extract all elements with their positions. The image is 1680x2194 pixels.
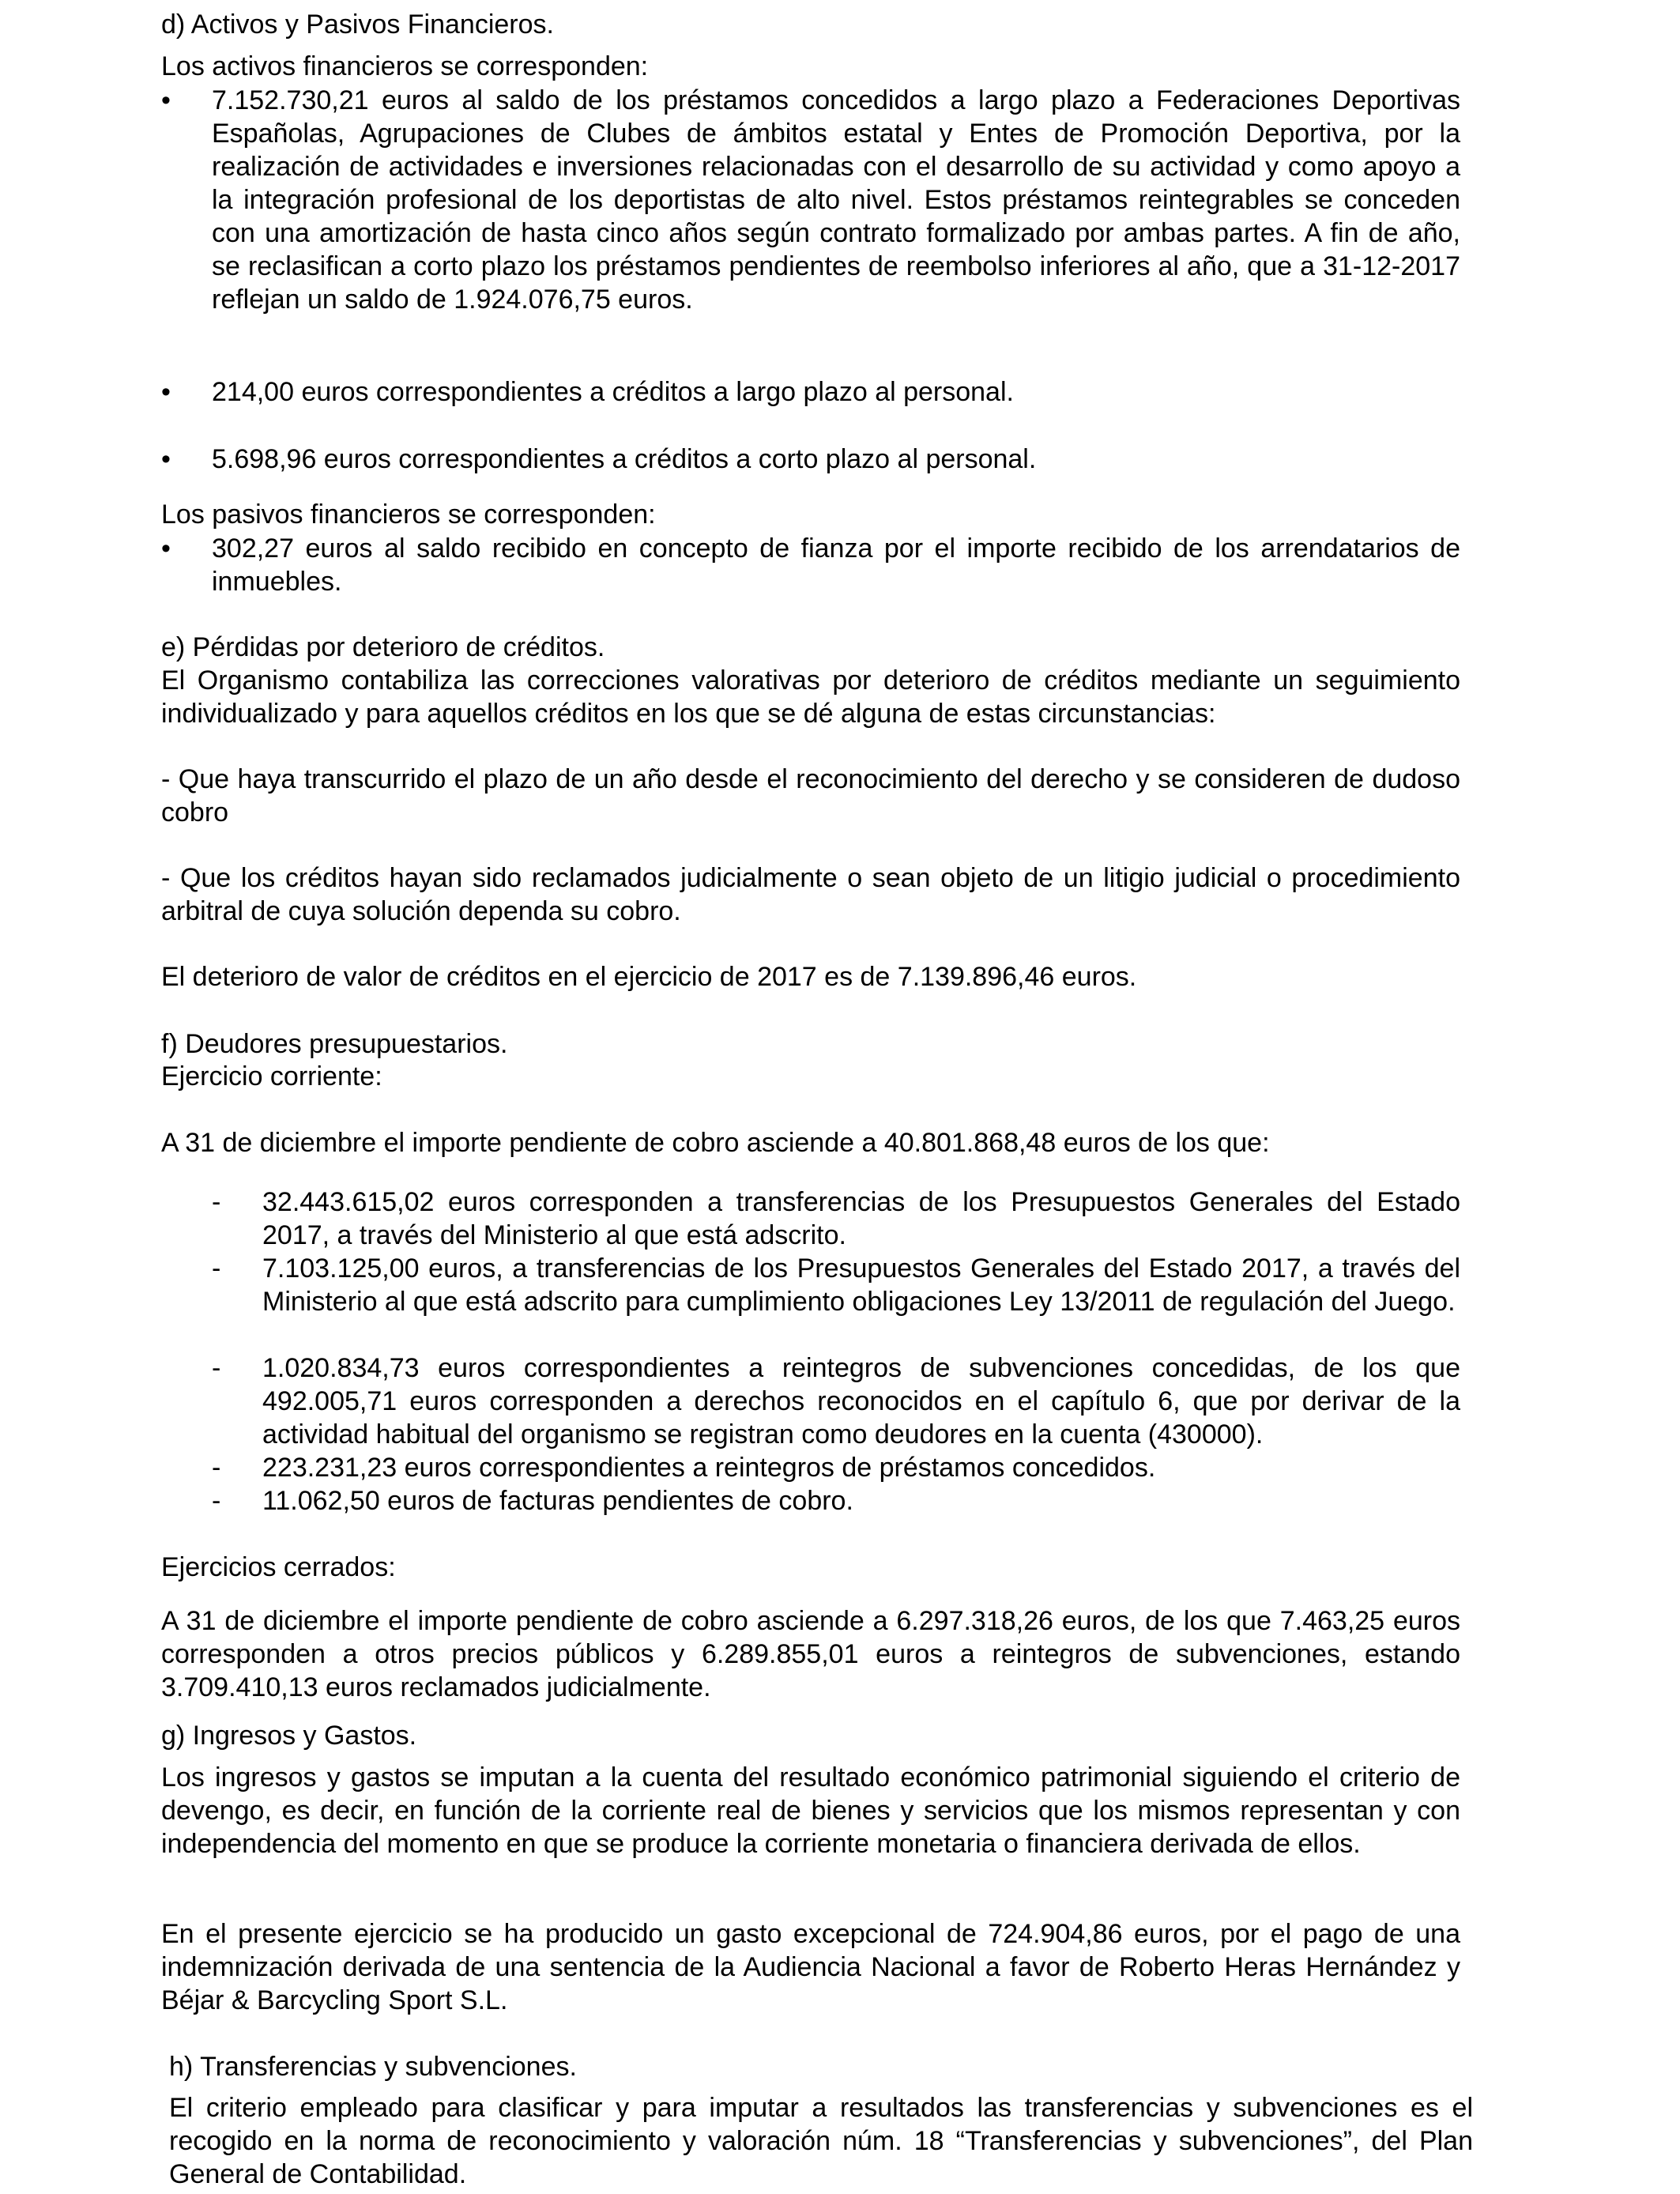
section-f-subheading: Ejercicio corriente:	[161, 1061, 382, 1091]
section-e-heading: e) Pérdidas por deterioro de créditos.	[161, 632, 605, 662]
section-g-para: En el presente ejercicio se ha producido un gasto excepcional de 724.904,86 euros, por el pago de una indemnización derivada de una sentencia de la Audiencia Nacional a favor de Roberto Heras Hernández y Béjar & Barcycling Sport S.L.	[161, 1919, 1460, 2015]
section-h-para: El criterio empleado para clasificar y para imputar a resultados las transferencias y subvenciones es el recogido en la norma de reconocimiento y valoración núm. 18 “Transferencias y subvenciones”, del Plan General de Contabilidad.	[169, 2093, 1473, 2189]
list-item	[212, 1484, 1460, 1517]
section-d-heading: d) Activos y Pasivos Financieros.	[161, 9, 554, 40]
list-item-text: 7.103.125,00 euros, a transferencias de los Presupuestos Generales del Estado 2017, a través del Ministerio al que está adscrito para cumplimiento obligaciones Ley 13/2011 de regulación del Juego.	[262, 1253, 1460, 1317]
dash-marker: -	[212, 1187, 221, 1217]
list-item	[212, 1351, 1460, 1451]
list-item-text: 7.152.730,21 euros al saldo de los préstamos concedidos a largo plazo a Federaciones Deportivas Españolas, Agrupaciones de Clubes de ámbitos estatal y Entes de Promoción Deportiva, por la realización de actividades e inversiones relacionadas con el desarrollo de su actividad y como apoyo a la integración profesional de los deportistas de alto nivel. Estos préstamos reintegrables se conceden con una amortización de hasta cinco años según contrato formalizado por ambas partes. A fin de año, se reclasifican a corto plazo los préstamos pendientes de reembolso inferiores al año, que a 31-12-2017 reflejan un saldo de 1.924.076,75 euros.	[212, 85, 1460, 315]
bullet-icon: •	[161, 444, 171, 474]
bullet-icon: •	[161, 85, 171, 115]
list-item	[212, 1186, 1460, 1252]
dash-marker: -	[212, 1253, 221, 1284]
list-item-text: 11.062,50 euros de facturas pendientes de cobro.	[262, 1486, 853, 1516]
list-item	[161, 84, 1460, 316]
bullet-icon: •	[161, 533, 171, 564]
section-f-para: A 31 de diciembre el importe pendiente de cobro asciende a 40.801.868,48 euros de los que:	[161, 1128, 1270, 1158]
pasivos-intro: Los pasivos financieros se corresponden:	[161, 499, 656, 530]
section-e-para: El deterioro de valor de créditos en el ejercicio de 2017 es de 7.139.896,46 euros.	[161, 962, 1137, 992]
dash-marker: -	[212, 1453, 221, 1483]
list-item-text: 302,27 euros al saldo recibido en concepto de fianza por el importe recibido de los arrendatarios de inmuebles.	[212, 533, 1460, 597]
section-h-heading: h) Transferencias y subvenciones.	[169, 2052, 577, 2082]
section-e-item: - Que los créditos hayan sido reclamados judicialmente o sean objeto de un litigio judicial o procedimiento arbitral de cuya solución dependa su cobro.	[161, 863, 1460, 926]
list-item	[161, 532, 1460, 598]
section-g-heading: g) Ingresos y Gastos.	[161, 1721, 417, 1751]
section-e-para: El Organismo contabiliza las correcciones valorativas por deterioro de créditos mediante un seguimiento individualizado y para aquellos créditos en los que se dé alguna de estas circunstancias:	[161, 665, 1460, 729]
list-item-text: 1.020.834,73 euros correspondientes a reintegros de subvenciones concedidas, de los que 492.005,71 euros corresponden a derechos reconocidos en el capítulo 6, que por derivar de la actividad habitual del organismo se registran como deudores en la cuenta (430000).	[262, 1353, 1460, 1449]
section-g-para: Los ingresos y gastos se imputan a la cuenta del resultado económico patrimonial siguiendo el criterio de devengo, es decir, en función de la corriente real de bienes y servicios que los mismos representan y con independencia del momento en que se produce la corriente monetaria o financiera derivada de ellos.	[161, 1762, 1460, 1859]
section-e-item: - Que haya transcurrido el plazo de un año desde el reconocimiento del derecho y se consideren de dudoso cobro	[161, 764, 1460, 827]
bullet-icon: •	[161, 377, 171, 407]
dash-marker: -	[212, 1353, 221, 1383]
list-item	[161, 375, 1460, 409]
section-f-heading: f) Deudores presupuestarios.	[161, 1029, 508, 1059]
list-item-text: 5.698,96 euros correspondientes a créditos a corto plazo al personal.	[212, 444, 1037, 474]
list-item-text: 32.443.615,02 euros corresponden a transferencias de los Presupuestos Generales del Estado 2017, a través del Ministerio al que está adscrito.	[262, 1187, 1460, 1250]
section-d-intro: Los activos financieros se corresponden:	[161, 51, 649, 81]
list-item-text: 214,00 euros correspondientes a créditos a largo plazo al personal.	[212, 377, 1014, 407]
list-item	[212, 1451, 1460, 1484]
list-item-text: 223.231,23 euros correspondientes a reintegros de préstamos concedidos.	[262, 1453, 1156, 1483]
section-f-subheading: Ejercicios cerrados:	[161, 1552, 396, 1582]
dash-marker: -	[212, 1486, 221, 1516]
list-item	[161, 443, 1460, 476]
section-f-para: A 31 de diciembre el importe pendiente de cobro asciende a 6.297.318,26 euros, de los que 7.463,25 euros corresponden a otros precios públicos y 6.289.855,01 euros a reintegros de subvenciones, estando 3.709.410,13 euros reclamados judicialmente.	[161, 1606, 1460, 1702]
list-item	[212, 1252, 1460, 1318]
